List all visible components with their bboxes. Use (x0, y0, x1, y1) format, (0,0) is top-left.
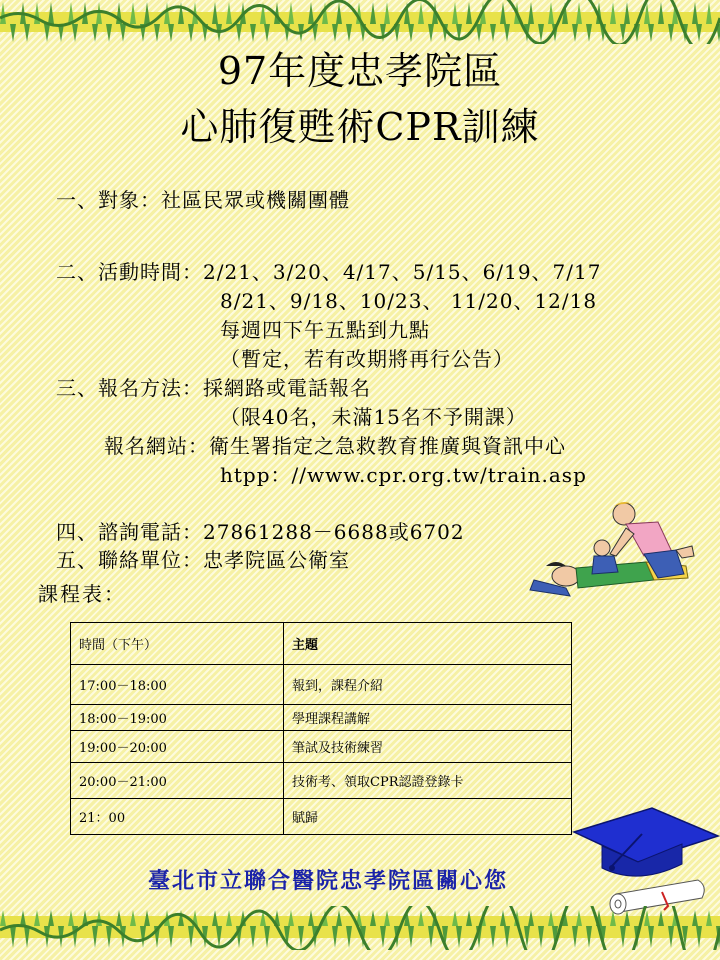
row-time: 17:00－18:00 (71, 665, 284, 705)
row-topic: 技術考、領取CPR認證登錄卡 (284, 763, 572, 799)
schedule-label: 課程表： (38, 582, 126, 606)
bottom-grass-border (0, 906, 720, 950)
method-limit: （限40名，未滿15名不予開課） (220, 405, 527, 429)
time-dates-1: 2/21、3/20、4/17、5/15、6/19、7/17 (203, 260, 602, 284)
time-dates-2: 8/21、9/18、10/23、 11/20、12/18 (220, 289, 598, 313)
time-label: 二、活動時間： (56, 260, 203, 284)
site-label: 報名網站： (104, 434, 209, 458)
page-title-line1: 97年度忠孝院區 (217, 49, 503, 93)
cpr-rescue-clipart (526, 496, 696, 600)
unit-row (56, 546, 350, 574)
row-time: 20:00－21:00 (71, 763, 284, 799)
top-grass-border (0, 0, 720, 44)
time-row (56, 258, 601, 286)
method-label: 三、報名方法： (56, 376, 203, 400)
header-time: 時間（下午） (71, 623, 284, 665)
table-row (71, 799, 572, 835)
table-row (71, 763, 572, 799)
method-row (56, 374, 371, 402)
row-topic: 筆試及技術練習 (284, 731, 572, 763)
page-title-line2: 心肺復甦術CPR訓練 (180, 105, 540, 149)
unit-value: 忠孝院區公衛室 (203, 548, 350, 572)
table-row (71, 705, 572, 731)
row-topic: 學理課程講解 (284, 705, 572, 731)
target-row (56, 186, 350, 214)
phone-value: 27861288－6688或6702 (203, 520, 465, 544)
site-row (104, 432, 566, 460)
row-topic: 報到，課程介紹 (284, 665, 572, 705)
phone-label: 四、諮詢電話： (56, 520, 203, 544)
unit-label: 五、聯絡單位： (56, 548, 203, 572)
row-time: 21：00 (71, 799, 284, 835)
phone-row (56, 518, 465, 546)
target-label: 一、對象： (56, 188, 161, 212)
row-topic: 賦歸 (284, 799, 572, 835)
row-time: 18:00－19:00 (71, 705, 284, 731)
method-value: 採網路或電話報名 (203, 376, 371, 400)
table-row (71, 731, 572, 763)
time-schedule: 每週四下午五點到九點 (220, 318, 430, 342)
row-time: 19:00－20:00 (71, 731, 284, 763)
site-url: htpp：//www.cpr.org.tw/train.asp (220, 463, 587, 487)
table-row (71, 665, 572, 705)
target-value: 社區民眾或機關團體 (161, 188, 350, 212)
table-header-row (71, 623, 572, 665)
footer-message: 臺北市立聯合醫院忠孝院區關心您 (147, 868, 508, 894)
site-name: 衛生署指定之急救教育推廣與資訊中心 (209, 434, 566, 458)
schedule-table (70, 622, 572, 835)
time-note: （暫定，若有改期將再行公告） (220, 347, 514, 371)
header-topic: 主題 (284, 623, 572, 665)
